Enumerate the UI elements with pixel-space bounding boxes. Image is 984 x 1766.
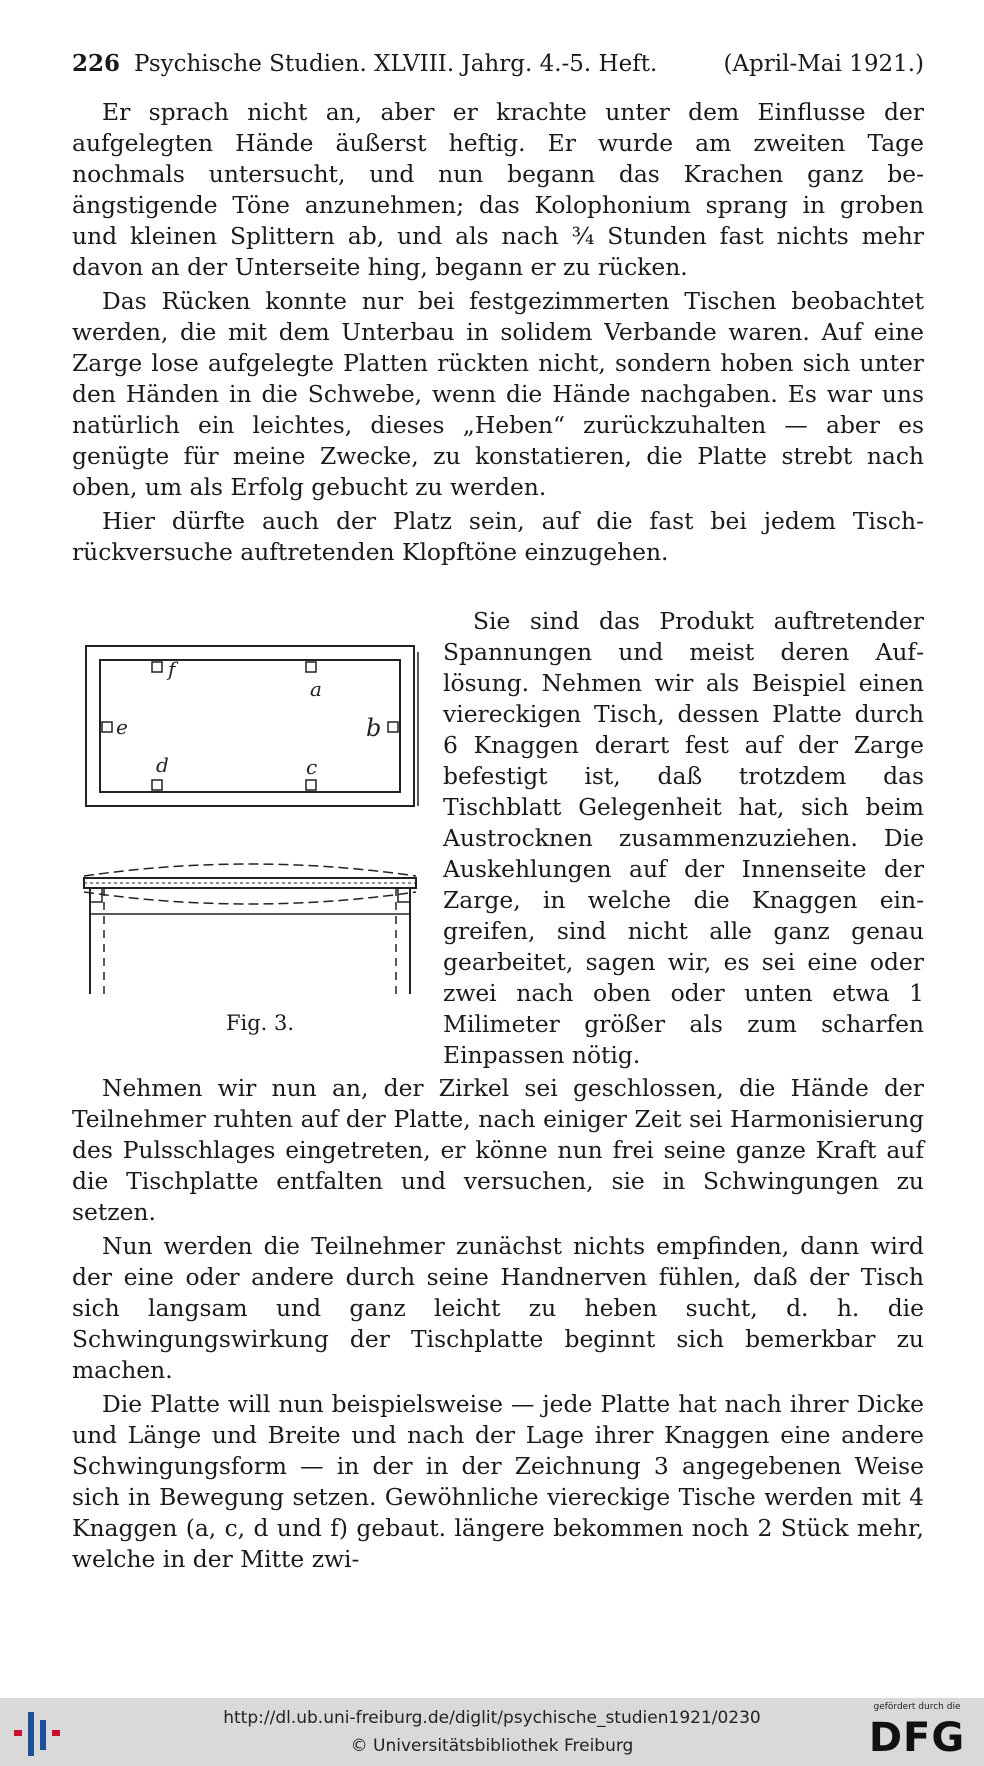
running-header (72, 44, 924, 84)
oscillation-curve-top (84, 864, 416, 876)
source-url-link[interactable]: http://dl.ub.uni-freiburg.de/diglit/psychische_studien1921/0230 (223, 1708, 761, 1728)
paragraph: Die Platte will nun beispielsweise — jede Platte hat nach ihrer Dicke und Länge und Breite und nach der Lage ihrer Knaggen eine andere Schwingungsform — in der in der Zeichnung 3 angegebenen Weise sich in Bewegung setzen. Gewöhnliche viereckige Tische werden mit 4 Knaggen (a, c, d und f) gebaut. längere bekommen noch 2 Stück mehr, welche in der Mitte zwi- (72, 1390, 924, 1573)
paragraph: Das Rücken konnte nur bei festgezimmerten Tischen beobachtet werden, die mit dem Unterbau in solidem Verbande waren. Auf eine Zarge lose aufgelegte Platten rückten nicht, sondern hoben sich unter den Händen in die Schwebe, wenn die Hände nachgaben. Es war uns natürlich ein leichtes, dieses „Heben“ zurückzuhalten — aber es genügte für meine Zwecke, zu konstatieren, die Platte strebt nach oben, um als Erfolg gebucht zu werden. (72, 287, 924, 501)
paragraph: Er sprach nicht an, aber er krachte unter dem Einflusse der aufgelegten Hände äußerst heftig. Er wurde am zweiten Tage nochmals untersucht, und nun begann das Krachen ganz beängstigende Töne anzunehmen; das Kolophonium sprang in groben und kleinen Splittern ab, und als nach ¾ Stunden fast nichts mehr davon an der Unterseite hing, begann er zu rücken. (72, 98, 924, 281)
paragraph: Hier dürfte auch der Platz sein, auf die fast bei jedem Tischrückversuche auftretenden Klopftöne einzugehen. (72, 507, 924, 566)
paragraph: Nehmen wir nun an, der Zirkel sei geschlossen, die Hände der Teilnehmer ruhten auf der Platte, nach einiger Zeit sei Harmonisierung des Pulsschlages eingetreten, er könne nun frei seine ganze Kraft auf die Tischplatte entfalten und versuchen, sie in Schwingungen zu setzen. (72, 1074, 924, 1226)
knagge-a (306, 662, 316, 672)
paragraph: Sie sind das Produkt auftretender Spannungen und meist deren Auflösung. Nehmen wir als Beispiel einen viereckigen Tisch, dessen Platte durch 6 Knaggen derart fest auf der Zarge befestigt ist, daß trotzdem das Tischblatt Gelegenheit hat, sich beim Austrocknen zusammenzuziehen. Die Auskehlungen auf der Innenseite der Zarge, in welche die Knaggen eingreifen, sind nicht alle ganz genau gearbeitet, sagen wir, es sei eine oder zwei nach oben oder unten etwa 1 Milimeter größer als zum scharfen Einpassen nötig. (443, 607, 924, 1069)
knagge-d (152, 780, 162, 790)
table-drawing (80, 640, 425, 1020)
knagge-e (102, 722, 112, 732)
knagge-b (388, 722, 398, 732)
knagge-f (152, 662, 162, 672)
label-a: a (310, 677, 322, 701)
top-text-block (72, 97, 924, 568)
knagge-c (306, 780, 316, 790)
label-d: d (156, 753, 169, 777)
oscillation-curve-bottom (84, 892, 416, 904)
copyright-notice: © Universitätsbibliothek Freiburg (350, 1736, 634, 1756)
library-footer (0, 1698, 984, 1766)
table-top-inner (100, 660, 400, 792)
label-e: e (116, 715, 128, 739)
header-date: (April-Mai 1921.) (723, 51, 924, 77)
label-f: f (168, 657, 176, 681)
running-title: Psychische Studien. XLVIII. Jahrg. 4.-5. Heft. (134, 51, 658, 77)
table-top-outer (86, 646, 414, 806)
label-b: b (366, 714, 382, 742)
label-c: c (306, 755, 318, 779)
dfg-logo: DFG (868, 1715, 966, 1761)
figure-table-diagram (80, 640, 425, 1020)
bottom-text-block (72, 1073, 924, 1575)
float-text-block (443, 606, 924, 1071)
paragraph: Nun werden die Teilnehmer zunächst nichts empfinden, dann wird der eine oder andere durch seine Handnerven fühlen, daß der Tisch sich langsam und ganz leicht zu heben sucht, d. h. die Schwingungswirkung der Tischplatte beginnt sich bemerkbar zu machen. (72, 1232, 924, 1384)
page-number: 226 (72, 50, 121, 77)
dfg-tagline: gefördert durch die (873, 1702, 961, 1712)
figure-caption: Fig. 3. (225, 1011, 295, 1035)
